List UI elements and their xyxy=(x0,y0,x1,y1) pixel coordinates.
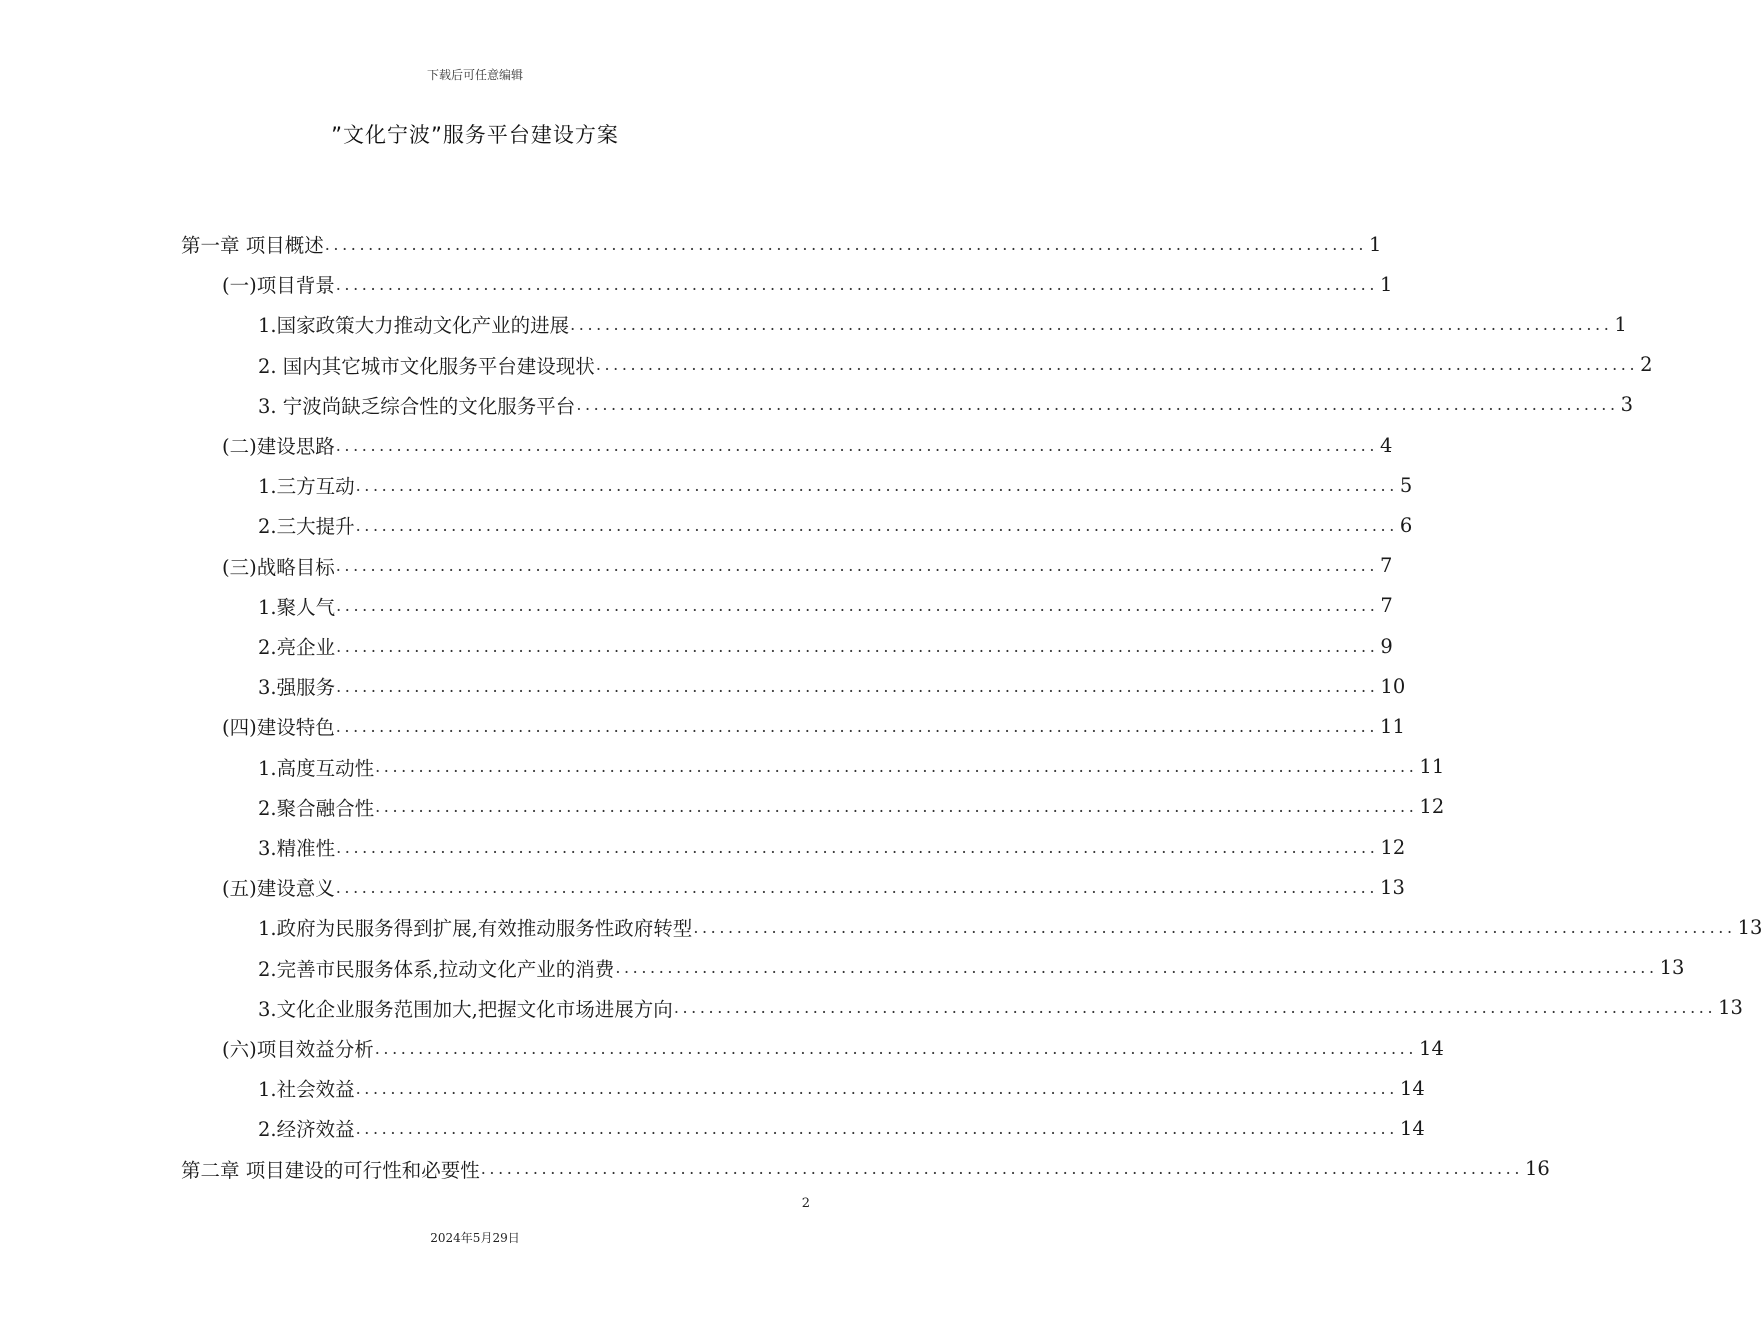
toc-entry-label: 1.国家政策大力推动文化产业的进展 xyxy=(258,314,570,338)
toc-entry-page: 14 xyxy=(1399,1076,1425,1100)
toc-entry[interactable] xyxy=(258,586,1393,626)
toc-entry-page: 9 xyxy=(1380,634,1393,658)
toc-entry-label: 2. 国内其它城市文化服务平台建设现状 xyxy=(258,354,595,378)
toc-entry-label: 2.三大提升 xyxy=(258,515,355,539)
toc-dot-leader: ........................................................................................................................ xyxy=(673,998,1717,1018)
toc-entry[interactable] xyxy=(258,465,1413,505)
toc-dot-leader: ........................................................................................................................ xyxy=(595,355,1639,375)
toc-dot-leader: ........................................................................................................................ xyxy=(324,234,1368,254)
toc-entry[interactable] xyxy=(258,988,1743,1028)
toc-entry[interactable] xyxy=(222,867,1405,907)
toc-entry-label: 第一章 项目概述 xyxy=(181,234,324,257)
toc-entry-label: 2.聚合融合性 xyxy=(258,796,375,820)
toc-entry-label: 1.政府为民服务得到扩展,有效推动服务性政府转型 xyxy=(258,917,693,941)
toc-entry[interactable] xyxy=(258,1108,1425,1148)
toc-dot-leader: ........................................................................................................................ xyxy=(335,274,1379,294)
toc-entry-label: 2.亮企业 xyxy=(258,636,336,659)
toc-entry-label: (二)建设思路 xyxy=(222,435,335,458)
toc-entry-page: 1 xyxy=(1380,272,1393,296)
toc-dot-leader: ........................................................................................................................ xyxy=(576,395,1619,415)
toc-entry-label: 1.聚人气 xyxy=(258,595,336,619)
toc-entry[interactable] xyxy=(222,264,1393,304)
toc-entry[interactable] xyxy=(258,827,1406,867)
toc-dot-leader: ........................................................................................................................ xyxy=(570,314,1613,334)
toc-entry-label: 1.三方互动 xyxy=(258,475,355,499)
toc-dot-leader: ........................................................................................................................ xyxy=(336,837,1379,857)
toc-entry-label: 2.完善市民服务体系,拉动文化产业的消费 xyxy=(258,957,615,981)
toc-entry-page: 6 xyxy=(1399,513,1413,537)
toc-dot-leader: ........................................................................................................................ xyxy=(615,958,1658,978)
toc-entry-page: 7 xyxy=(1380,594,1393,618)
document-title: ”文化宁波”服务平台建设方案 xyxy=(331,123,619,147)
toc-entry-page: 4 xyxy=(1380,433,1393,457)
toc-dot-leader: ........................................................................................................................ xyxy=(693,917,1736,937)
toc-entry[interactable] xyxy=(222,546,1393,586)
toc-dot-leader: ........................................................................................................................ xyxy=(355,1078,1398,1098)
toc-entry-label: 1.高度互动性 xyxy=(258,756,375,780)
toc-entry[interactable] xyxy=(258,666,1406,706)
toc-entry-page: 11 xyxy=(1419,755,1445,779)
toc-entry[interactable] xyxy=(222,1028,1444,1068)
toc-entry-label: (四)建设特色 xyxy=(222,716,335,740)
toc-entry[interactable] xyxy=(222,706,1405,746)
toc-entry-label: (三)战略目标 xyxy=(222,555,335,579)
toc-entry[interactable] xyxy=(258,505,1413,545)
toc-entry-page: 13 xyxy=(1737,915,1762,939)
toc-entry-page: 2 xyxy=(1640,353,1653,377)
toc-entry-label: 3.精准性 xyxy=(258,837,336,860)
toc-entry-page: 10 xyxy=(1380,674,1406,698)
toc-dot-leader: ........................................................................................................................ xyxy=(355,1118,1398,1138)
toc-entry-label: 1.社会效益 xyxy=(258,1078,355,1102)
toc-dot-leader: ........................................................................................................................ xyxy=(335,716,1379,736)
toc-dot-leader: ........................................................................................................................ xyxy=(336,596,1379,616)
toc-entry-label: 第二章 项目建设的可行性和必要性 xyxy=(181,1158,480,1182)
toc-entry-page: 12 xyxy=(1419,795,1445,819)
toc-entry[interactable] xyxy=(222,425,1393,465)
toc-entry-page: 13 xyxy=(1659,956,1685,980)
toc-dot-leader: ........................................................................................................................ xyxy=(375,757,1418,777)
toc-dot-leader: ........................................................................................................................ xyxy=(374,1038,1418,1058)
toc-entry[interactable] xyxy=(258,1068,1425,1108)
toc-entry-label: 3.强服务 xyxy=(258,676,336,700)
toc-dot-leader: ........................................................................................................................ xyxy=(355,515,1398,535)
toc-entry[interactable] xyxy=(258,304,1627,344)
toc-entry-label: (一)项目背景 xyxy=(222,274,335,298)
toc-entry-label: 3. 宁波尚缺乏综合性的文化服务平台 xyxy=(258,394,576,418)
toc-dot-leader: ........................................................................................................................ xyxy=(336,676,1379,696)
toc-entry[interactable] xyxy=(258,787,1445,827)
toc-entry-page: 3 xyxy=(1620,393,1634,417)
toc-dot-leader: ........................................................................................................................ xyxy=(335,435,1379,455)
toc-entry[interactable] xyxy=(258,747,1445,787)
toc-entry[interactable] xyxy=(258,345,1653,385)
toc-entry[interactable] xyxy=(181,1149,1550,1189)
toc-dot-leader: ........................................................................................................................ xyxy=(335,556,1379,576)
toc-entry-page: 1 xyxy=(1369,232,1382,256)
toc-dot-leader: ........................................................................................................................ xyxy=(480,1159,1524,1179)
toc-entry-label: (六)项目效益分析 xyxy=(222,1038,374,1061)
toc-entry-page: 14 xyxy=(1399,1116,1425,1140)
toc-entry-page: 5 xyxy=(1399,473,1413,497)
toc-entry-label: 2.经济效益 xyxy=(258,1118,355,1142)
toc-entry[interactable] xyxy=(181,224,1382,264)
header-note: 下载后可任意编辑 xyxy=(426,68,523,82)
toc-dot-leader: ........................................................................................................................ xyxy=(355,475,1398,495)
toc-entry-page: 12 xyxy=(1380,835,1406,859)
toc-dot-leader: ........................................................................................................................ xyxy=(375,797,1418,817)
toc-entry[interactable] xyxy=(258,907,1762,947)
toc-entry[interactable] xyxy=(258,385,1634,425)
toc-entry-page: 7 xyxy=(1380,554,1393,578)
toc-dot-leader: ........................................................................................................................ xyxy=(335,877,1379,897)
toc-entry-label: (五)建设意义 xyxy=(222,877,335,901)
toc-entry-page: 1 xyxy=(1614,312,1627,336)
toc-entry-page: 14 xyxy=(1419,1036,1444,1060)
toc-entry-page: 11 xyxy=(1380,714,1405,738)
toc-entry[interactable] xyxy=(258,948,1685,988)
toc-entry-page: 16 xyxy=(1525,1157,1550,1181)
footer-date: 2024年5月29日 xyxy=(430,1231,520,1245)
toc-entry[interactable] xyxy=(258,626,1393,666)
toc-entry-label: 3.文化企业服务范围加大,把握文化市场进展方向 xyxy=(258,997,673,1021)
page-number: 2 xyxy=(801,1196,810,1211)
toc-entry-page: 13 xyxy=(1380,875,1405,899)
toc-entry-page: 13 xyxy=(1718,996,1743,1020)
toc-dot-leader: ........................................................................................................................ xyxy=(336,636,1379,656)
